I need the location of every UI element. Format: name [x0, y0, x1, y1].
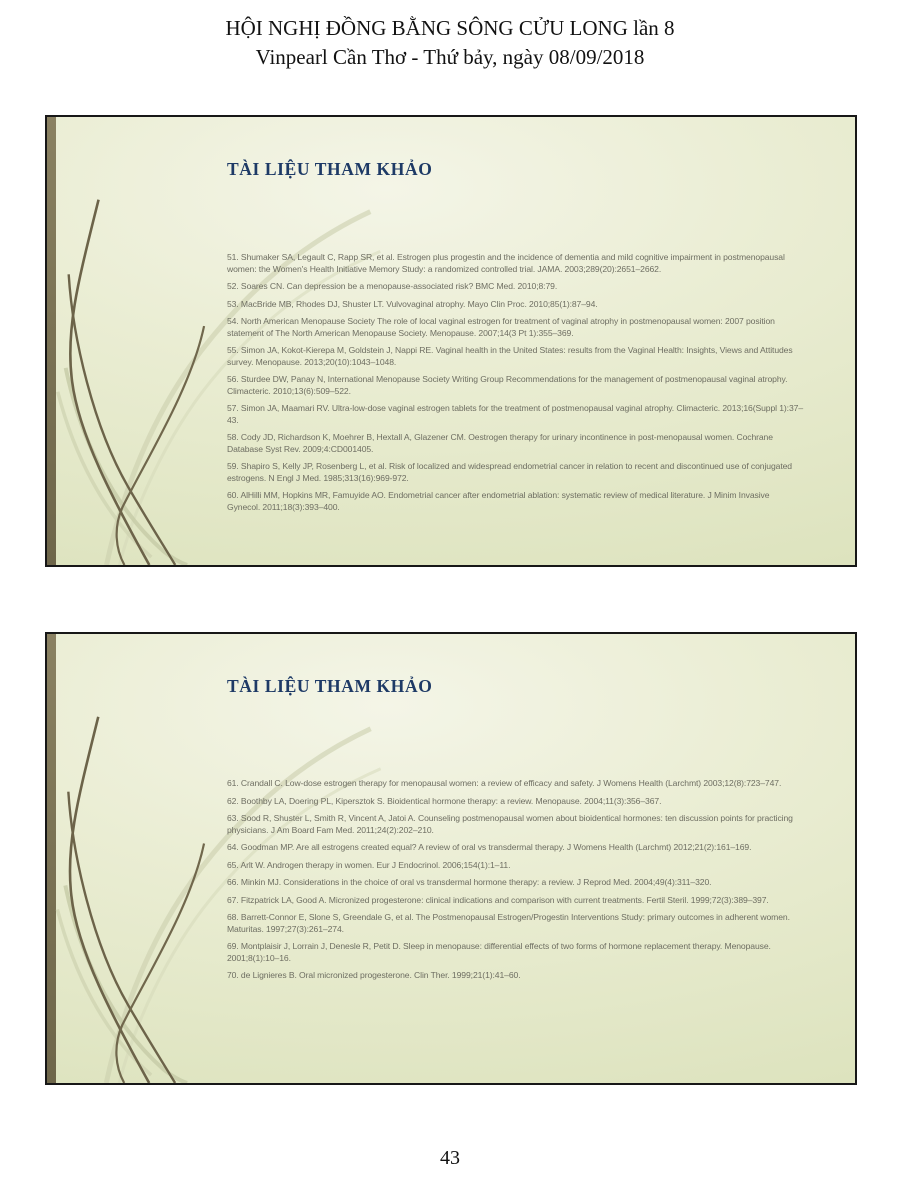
reference-item: 54. North American Menopause Society The role of local vaginal estrogen for treatment of vaginal atrophy in postmenopausal women: 2007 position statement of The North American Menopause Society. Menopause. 2007;14(3 Pt 1):355–369. [227, 316, 775, 338]
slide-title: TÀI LIỆU THAM KHẢO [227, 159, 433, 179]
reference-item: 67. Fitzpatrick LA, Good A. Micronized progesterone: clinical indications and comparison with current treatments. Fertil Steril. 1999;72(3):389–397. [227, 894, 769, 905]
reference-item: 66. Minkin MJ. Considerations in the choice of oral vs transdermal hormone therapy: a review. J Reprod Med. 2004;49(4):311–320. [227, 877, 712, 887]
slide-left-accent-bar [47, 117, 56, 565]
slide-references-2 [45, 632, 857, 1085]
reference-item: 62. Boothby LA, Doering PL, Kipersztok S. Bioidentical hormone therapy: a review. Menopause. 2004;11(3):356–367. [227, 795, 662, 806]
reference-item: 63. Sood R, Shuster L, Smith R, Vincent A, Jatoi A. Counseling postmenopausal women about bioidentical hormones: ten discussion points for practicing physicians. J Am Board Fam Med. 2011;24(2):202–210. [227, 813, 793, 835]
reference-list [227, 778, 803, 988]
reference-item: 70. de Lignieres B. Oral micronized progesterone. Clin Ther. 1999;21(1):41–60. [227, 970, 521, 980]
reference-item: 51. Shumaker SA, Legault C, Rapp SR, et al. Estrogen plus progestin and the incidence of dementia and mild cognitive impairment in postmenopausal women: the Women's Health Initiative Memory Study: a randomized controlled trial. JAMA. 2003;289(20):2651–2662. [227, 252, 785, 274]
reference-item: 56. Sturdee DW, Panay N, International Menopause Society Writing Group Recommendations for the management of postmenopausal vaginal atrophy. Climacteric. 2010;13(6):509–522. [227, 374, 788, 396]
reference-item: 52. Soares CN. Can depression be a menopause-associated risk? BMC Med. 2010;8:79. [227, 281, 558, 291]
slide-title: TÀI LIỆU THAM KHẢO [227, 676, 433, 696]
conference-header [0, 14, 900, 72]
reference-item: 59. Shapiro S, Kelly JP, Rosenberg L, et al. Risk of localized and widespread endometrial cancer in relation to recent and discontinued use of conjugated estrogens. N Engl J Med. 1985;313(16):969-972. [227, 461, 792, 483]
reference-item: 60. AlHilli MM, Hopkins MR, Famuyide AO. Endometrial cancer after endometrial ablation: systematic review of medical literature. J Minim Invasive Gynecol. 2011;18(3):393–400. [227, 490, 770, 512]
slide-references-1 [45, 115, 857, 567]
reference-item: 69. Montplaisir J, Lorrain J, Denesle R, Petit D. Sleep in menopause: differential effects of two forms of hormone replacement therapy. Menopause. 2001;8(1):10–16. [227, 941, 771, 963]
reference-item: 55. Simon JA, Kokot-Kierepa M, Goldstein J, Nappi RE. Vaginal health in the United States: results from the Vaginal Health: Insights, Views and Attitudes survey. Menopause. 2013;20(10):1043–1048. [227, 345, 793, 367]
slide-left-accent-bar [47, 634, 56, 1083]
reference-item: 61. Crandall C. Low-dose estrogen therapy for menopausal women: a review of efficacy and safety. J Womens Health (Larchmt) 2003;12(8):723–747. [227, 778, 782, 788]
reference-item: 57. Simon JA, Maamari RV. Ultra-low-dose vaginal estrogen tablets for the treatment of postmenopausal vaginal atrophy. Climacteric. 2013;16(Suppl 1):37–43. [227, 403, 804, 425]
conference-title: HỘI NGHỊ ĐỒNG BẰNG SÔNG CỬU LONG lần 8 [225, 16, 675, 40]
reference-item: 64. Goodman MP. Are all estrogens created equal? A review of oral vs transdermal therapy. J Womens Health (Larchmt) 2012;21(2):161–169. [227, 842, 752, 852]
reference-item: 58. Cody JD, Richardson K, Moehrer B, Hextall A, Glazener CM. Oestrogen therapy for urinary incontinence in post-menopausal women. Cochrane Database Syst Rev. 2009;4:CD001405. [227, 432, 773, 454]
reference-list [227, 252, 803, 519]
page-number: 43 [440, 1147, 460, 1169]
reference-item: 68. Barrett-Connor E, Slone S, Greendale G, et al. The Postmenopausal Estrogen/Progestin Interventions Study: primary outcomes in adherent women. Maturitas. 1997;27(3):261–274. [227, 912, 790, 934]
reference-item: 53. MacBride MB, Rhodes DJ, Shuster LT. Vulvovaginal atrophy. Mayo Clin Proc. 2010;85(1):87–94. [227, 298, 598, 309]
reference-item: 65. Arlt W. Androgen therapy in women. Eur J Endocrinol. 2006;154(1):1–11. [227, 859, 511, 870]
conference-venue-date: Vinpearl Cần Thơ - Thứ bảy, ngày 08/09/2018 [255, 44, 645, 69]
